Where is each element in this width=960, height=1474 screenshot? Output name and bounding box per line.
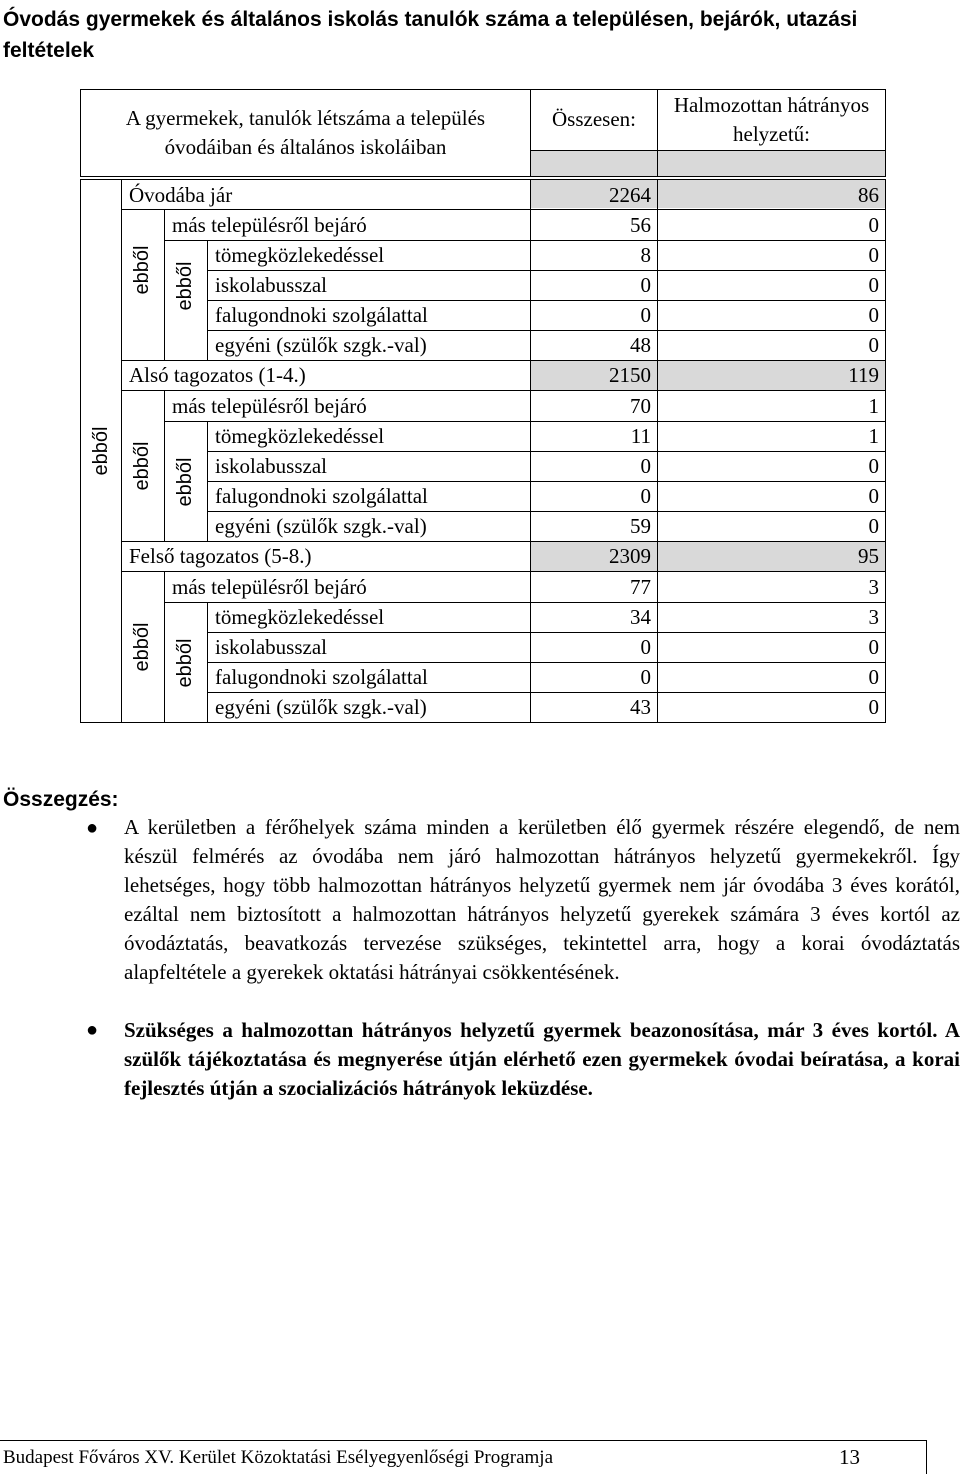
row-total: 0 [640, 303, 651, 327]
row-hh: 3 [868, 605, 879, 629]
summary-paragraph-1: A kerületben a férőhelyek száma minden a kerületben élő gyermek részére elegendő, de nem készül felmérés az óvodába nem járó halmozottan hátrányos helyzetű gyermekekről. Így lehetséges, hogy több halmozottan hátrányos helyzetű gyermek nem jár óvodába 3 éves korától, ezáltal nem biztosított a halmozottan hátrányos helyzetű gyerekek számára 3 éves kortól az óvodáztatás, beavatkozás tervezése szükséges, tekintettel arra, hogy a korai óvodáztatás alapfeltétele a gyerekek oktatási hátrányai csökkentésének. [124, 815, 960, 984]
row-hh: 0 [868, 273, 879, 297]
side-label-level3-upper: ebből [174, 638, 196, 688]
side-label-outer: ebből [90, 426, 112, 476]
row-total: 0 [640, 635, 651, 659]
side-label-level2-lower: ebből [131, 441, 153, 491]
row-hh: 95 [858, 544, 879, 568]
row-label: iskolabusszal [215, 273, 327, 297]
row-total: 8 [640, 243, 651, 267]
header-total: Összesen: [552, 107, 636, 131]
row-label: falugondnoki szolgálattal [215, 665, 428, 689]
row-hh: 0 [868, 333, 879, 357]
side-label-level3-kindergarten: ebből [174, 261, 196, 311]
page-number: 13 [839, 1445, 860, 1469]
row-label: egyéni (szülők szgk.-val) [215, 514, 427, 538]
row-label: Alsó tagozatos (1-4.) [129, 363, 306, 387]
row-total: 34 [630, 605, 651, 629]
row-total: 48 [630, 333, 651, 357]
footer-text: Budapest Főváros XV. Kerület Közoktatási Esélyegyenlőségi Programja [3, 1447, 554, 1468]
row-total: 2264 [609, 183, 651, 207]
side-label-level3-lower: ebből [174, 457, 196, 507]
row-label: egyéni (szülők szgk.-val) [215, 333, 427, 357]
row-hh: 86 [858, 183, 879, 207]
row-label: tömegközlekedéssel [215, 605, 385, 629]
row-hh: 0 [868, 665, 879, 689]
row-hh: 0 [868, 303, 879, 327]
row-label: Óvodába jár [129, 183, 233, 207]
bullet-icon: ● [86, 817, 99, 839]
side-label-level2-upper: ebből [131, 622, 153, 672]
row-hh: 119 [848, 363, 879, 387]
row-label: egyéni (szülők szgk.-val) [215, 695, 427, 719]
row-label: más településről bejáró [172, 575, 367, 599]
bullet-icon: ● [86, 1019, 99, 1041]
row-label: más településről bejáró [172, 394, 367, 418]
footer-divider-vertical [926, 1440, 927, 1474]
row-label: más településről bejáró [172, 213, 367, 237]
row-label: falugondnoki szolgálattal [215, 484, 428, 508]
summary-title: Összegzés: [3, 788, 119, 811]
row-label: iskolabusszal [215, 454, 327, 478]
row-hh: 3 [868, 575, 879, 599]
row-total: 0 [640, 665, 651, 689]
row-total: 70 [630, 394, 651, 418]
row-label: falugondnoki szolgálattal [215, 303, 428, 327]
side-label-level2-kindergarten: ebből [131, 245, 153, 295]
row-total: 56 [630, 213, 651, 237]
row-label: tömegközlekedéssel [215, 424, 385, 448]
row-hh: 1 [868, 394, 879, 418]
header-hh-shade [658, 150, 885, 176]
row-total: 11 [630, 424, 651, 448]
row-label: Felső tagozatos (5-8.) [129, 544, 312, 568]
row-label: tömegközlekedéssel [215, 243, 385, 267]
row-hh: 0 [868, 454, 879, 478]
row-total: 0 [640, 484, 651, 508]
footer-divider [0, 1440, 926, 1441]
row-total: 2150 [609, 363, 651, 387]
row-hh: 0 [868, 243, 879, 267]
page-heading: Óvodás gyermekek és általános iskolás tanulók száma a településen, bejárók, utazási feltételek [3, 8, 858, 62]
row-total: 59 [630, 514, 651, 538]
row-total: 0 [640, 273, 651, 297]
row-total: 43 [630, 695, 651, 719]
row-hh: 0 [868, 635, 879, 659]
header-label: A gyermekek, tanulók létszáma a település óvodáiban és általános iskoláiban [125, 106, 486, 159]
header-hh: Halmozottan hátrányos helyzetű: [673, 93, 870, 146]
row-total: 77 [630, 575, 651, 599]
summary-paragraph-2: Szükséges a halmozottan hátrányos helyzetű gyermek beazonosítása, már 3 éves kortól. A szülők tájékoztatása és megnyerése útján elérhető ezen gyermekek óvodai beíratása, a korai fejlesztés útján a szocializációs hátrányok leküzdése. [124, 1018, 960, 1100]
row-hh: 0 [868, 695, 879, 719]
row-total: 0 [640, 454, 651, 478]
header-total-shade [531, 150, 657, 176]
row-hh: 0 [868, 514, 879, 538]
row-label: iskolabusszal [215, 635, 327, 659]
row-hh: 1 [868, 424, 879, 448]
row-hh: 0 [868, 484, 879, 508]
row-total: 2309 [609, 544, 651, 568]
row-hh: 0 [868, 213, 879, 237]
